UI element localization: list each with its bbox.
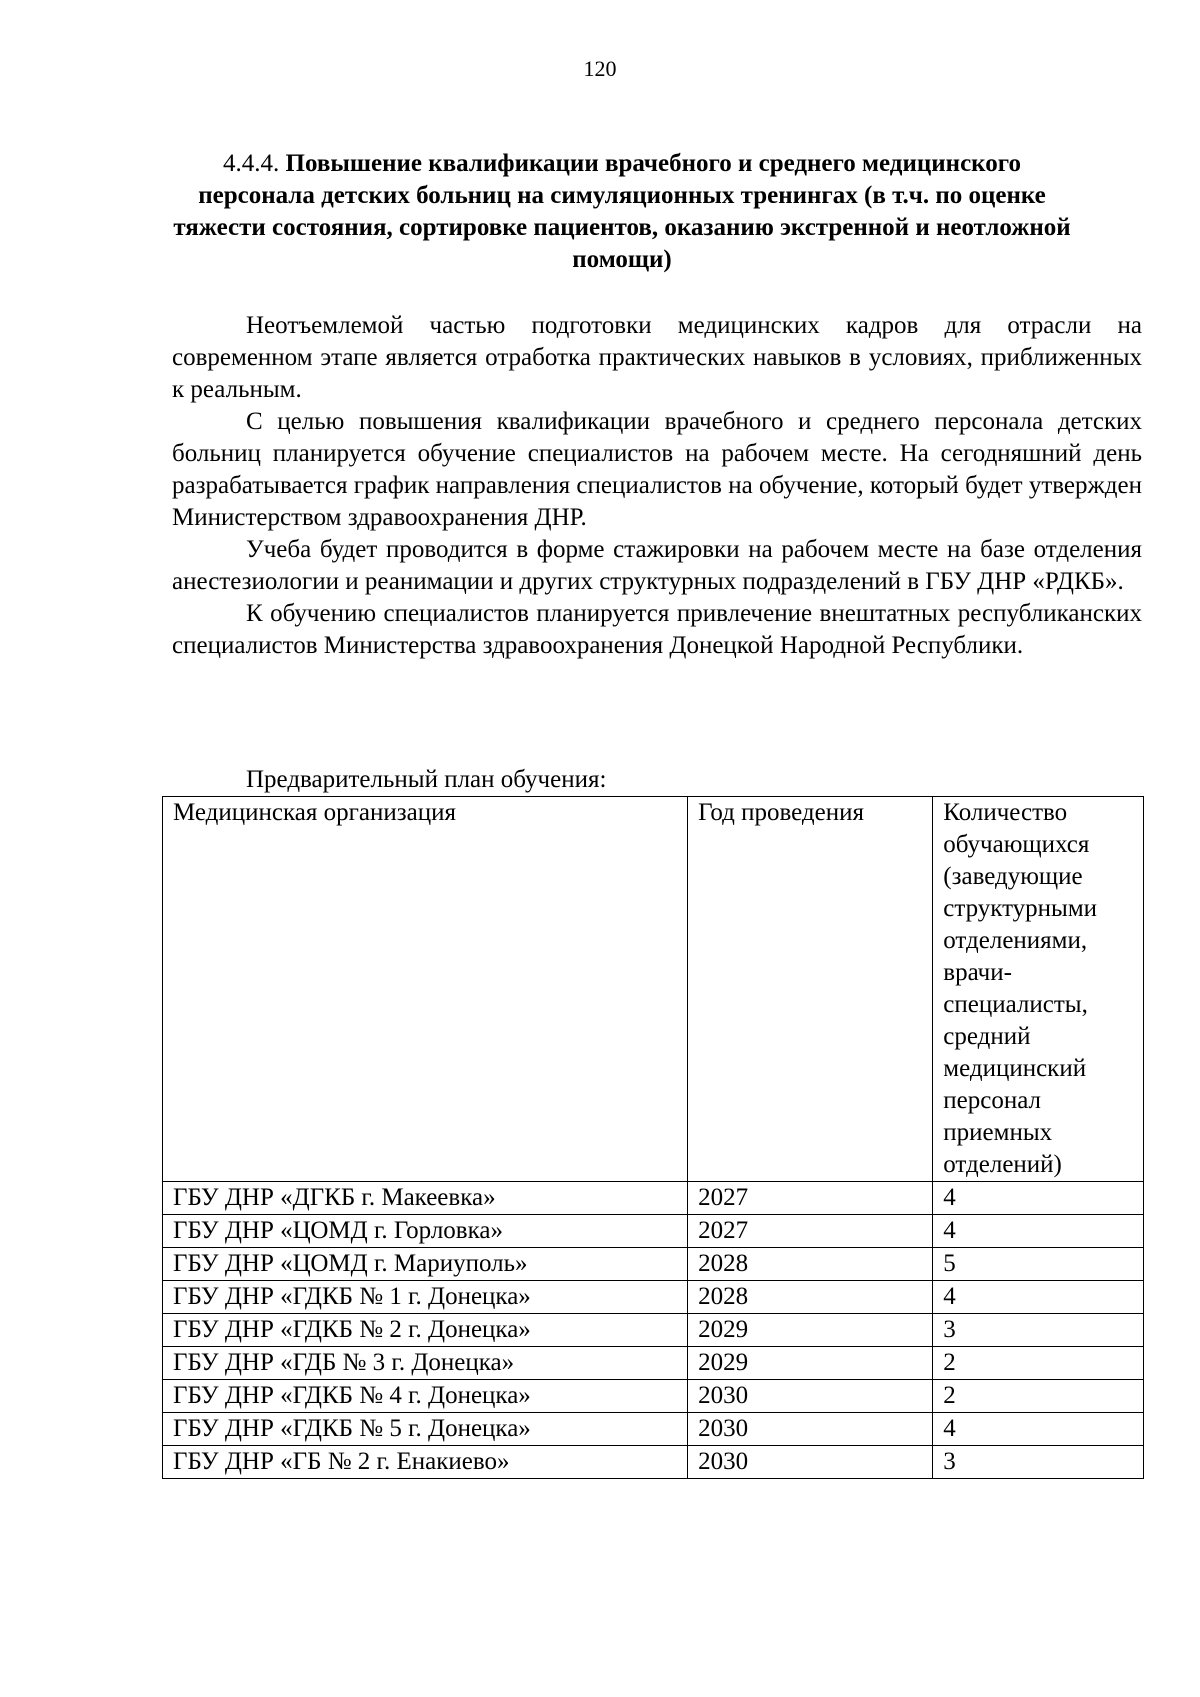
training-plan-table	[162, 796, 1144, 1479]
paragraph: С целью повышения квалификации врачебного и среднего персонала детских больниц планируется обучение специалистов на рабочем месте. На сегодняшний день разрабатывается график направления специалистов на обучение, который будет утвержден Министерством здравоохранения ДНР.	[172, 408, 1142, 531]
body-text	[172, 310, 1142, 662]
table-row	[163, 1446, 1144, 1479]
section-heading	[172, 148, 1072, 276]
cell-year: 2027	[688, 1182, 933, 1215]
cell-count: 2	[933, 1347, 1144, 1380]
table-body	[163, 1182, 1144, 1479]
cell-year: 2029	[688, 1314, 933, 1347]
cell-organization: ГБУ ДНР «ГДКБ № 2 г. Донецка»	[163, 1314, 688, 1347]
paragraph: Неотъемлемой частью подготовки медицинских кадров для отрасли на современном этапе является отработка практических навыков в условиях, приближенных к реальным.	[172, 312, 1142, 403]
cell-year: 2029	[688, 1347, 933, 1380]
cell-year: 2027	[688, 1215, 933, 1248]
cell-organization: ГБУ ДНР «ДГКБ г. Макеевка»	[163, 1182, 688, 1215]
header-year: Год проведения	[688, 797, 933, 1182]
cell-count: 3	[933, 1314, 1144, 1347]
plan-caption: Предварительный план обучения:	[246, 766, 607, 793]
cell-year: 2030	[688, 1446, 933, 1479]
header-count: Количество обучающихся (заведующие структурными отделениями, врачи-специалисты, средний медицинский персонал приемных отделений)	[933, 797, 1144, 1182]
cell-count: 4	[933, 1182, 1144, 1215]
cell-count: 3	[933, 1446, 1144, 1479]
table-row	[163, 1215, 1144, 1248]
table-row	[163, 1380, 1144, 1413]
cell-year: 2028	[688, 1248, 933, 1281]
cell-count: 4	[933, 1281, 1144, 1314]
cell-organization: ГБУ ДНР «ГДКБ № 4 г. Донецка»	[163, 1380, 688, 1413]
cell-organization: ГБУ ДНР «ЦОМД г. Мариуполь»	[163, 1248, 688, 1281]
cell-year: 2028	[688, 1281, 933, 1314]
paragraph: К обучению специалистов планируется привлечение внештатных республиканских специалистов Министерства здравоохранения Донецкой Народной Республики.	[172, 600, 1142, 659]
cell-count: 5	[933, 1248, 1144, 1281]
cell-count: 4	[933, 1413, 1144, 1446]
section-title: Повышение квалификации врачебного и среднего медицинского персонала детских больниц на симуляционных тренингах (в т.ч. по оценке тяжести состояния, сортировке пациентов, оказанию экстренной и неотложной помощи)	[173, 150, 1071, 273]
cell-year: 2030	[688, 1380, 933, 1413]
table-row	[163, 1314, 1144, 1347]
cell-count: 2	[933, 1380, 1144, 1413]
table-row	[163, 1182, 1144, 1215]
cell-organization: ГБУ ДНР «ГДБ № 3 г. Донецка»	[163, 1347, 688, 1380]
table-header-row	[163, 797, 1144, 1182]
section-number: 4.4.4.	[223, 150, 280, 177]
cell-organization: ГБУ ДНР «ГБ № 2 г. Енакиево»	[163, 1446, 688, 1479]
cell-count: 4	[933, 1215, 1144, 1248]
cell-organization: ГБУ ДНР «ГДКБ № 5 г. Донецка»	[163, 1413, 688, 1446]
cell-organization: ГБУ ДНР «ЦОМД г. Горловка»	[163, 1215, 688, 1248]
cell-year: 2030	[688, 1413, 933, 1446]
table-row	[163, 1248, 1144, 1281]
header-organization: Медицинская организация	[163, 797, 688, 1182]
table-row	[163, 1281, 1144, 1314]
table-row	[163, 1413, 1144, 1446]
page-number: 120	[583, 56, 617, 81]
cell-organization: ГБУ ДНР «ГДКБ № 1 г. Донецка»	[163, 1281, 688, 1314]
table-row	[163, 1347, 1144, 1380]
paragraph: Учеба будет проводится в форме стажировки на рабочем месте на базе отделения анестезиологии и реанимации и других структурных подразделений в ГБУ ДНР «РДКБ».	[172, 536, 1142, 595]
